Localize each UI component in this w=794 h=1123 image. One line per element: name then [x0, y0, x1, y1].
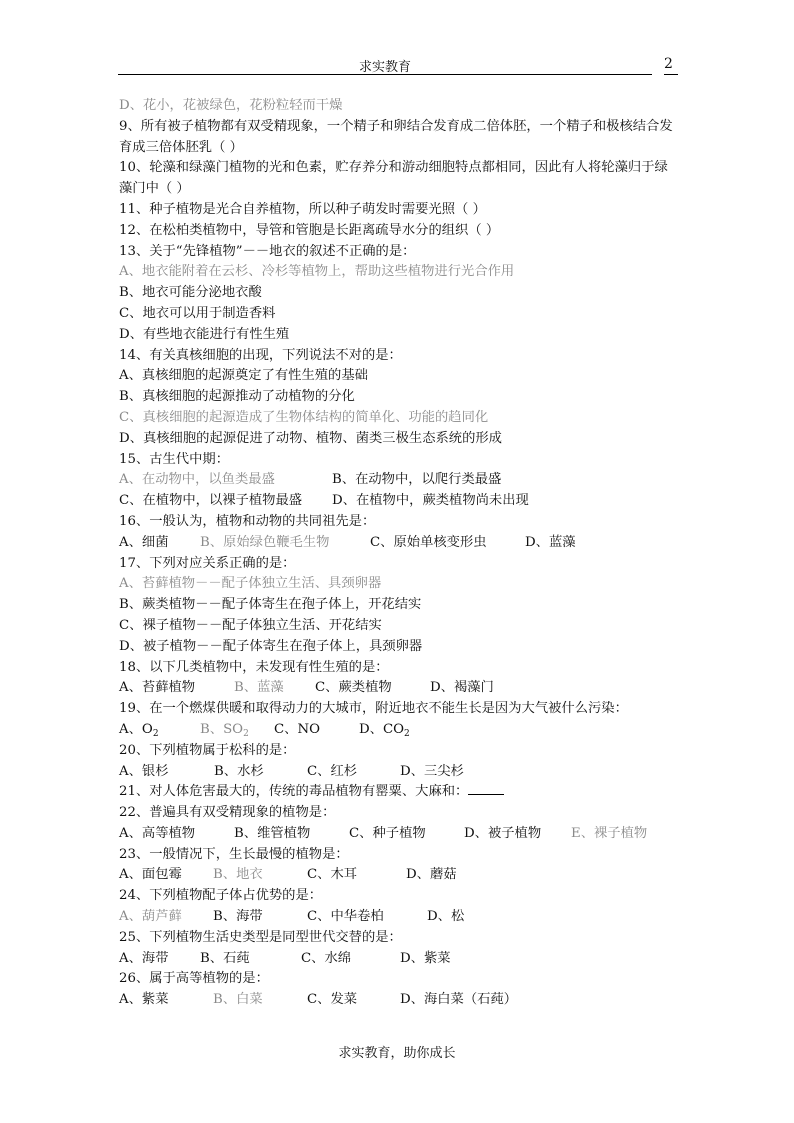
question-17-option-c: C、裸子植物－－配子体独立生活、开花结实 — [119, 617, 382, 633]
question-19-option-d — [359, 722, 410, 737]
header-rule — [118, 74, 652, 75]
question-22-option-e: E、裸子植物 — [571, 825, 648, 841]
question-23-option-a: A、面包霉 — [119, 867, 182, 883]
answer-blank — [468, 782, 504, 795]
question-10: 10、轮藻和绿藻门植物的光和色素，贮存养分和游动细胞特点都相同，因此有人将轮藻归于绿藻门中（ ） — [119, 160, 668, 197]
question-22-option-b: B、维管植物 — [234, 825, 311, 841]
question-18-option-b: B、蓝藻 — [234, 680, 284, 696]
question-22-option-d: D、被子植物 — [464, 825, 542, 841]
question-24: 24、下列植物配子体占优势的是： — [119, 888, 323, 904]
page-header: 求实教育 — [358, 60, 411, 75]
question-25-option-d: D、紫菜 — [400, 950, 451, 966]
question-20: 20、下列植物属于松科的是： — [119, 742, 296, 758]
question-17-option-b: B、蕨类植物－－配子体寄生在孢子体上，开花结实 — [119, 597, 422, 613]
page-number: 2 — [664, 56, 673, 72]
question-12: 12、在松柏类植物中，导管和管胞是长距离疏导水分的组织（ ） — [119, 222, 500, 238]
question-15: 15、古生代中期： — [119, 451, 229, 467]
question-22: 22、普遍具有双受精现象的植物是： — [119, 805, 336, 821]
question-25-option-a: A、海带 — [119, 950, 169, 966]
question-14-option-d: D、真核细胞的起源促进了动物、植物、菌类三极生态系统的形成 — [119, 430, 502, 446]
question-13-option-d: D、有些地衣能进行有性生殖 — [119, 326, 290, 342]
question-14: 14、有关真核细胞的出现，下列说法不对的是： — [119, 347, 402, 363]
question-26-option-c: C、发菜 — [307, 992, 358, 1008]
question-18-option-d: D、褐藻门 — [430, 680, 494, 696]
question-26-option-d: D、海白菜（石莼） — [400, 992, 518, 1008]
question-13-option-b: B、地衣可能分泌地衣酸 — [119, 285, 262, 301]
question-25-options — [119, 949, 679, 970]
question-14-option-b: B、真核细胞的起源推动了动植物的分化 — [119, 389, 355, 405]
question-15-options-cd — [119, 491, 679, 512]
question-24-options — [119, 907, 679, 928]
question-15-option-a: A、在动物中，以鱼类最盛 — [119, 472, 275, 488]
question-17-option-a: A、苔藓植物－－配子体独立生活、具颈卵器 — [119, 576, 382, 592]
question-14-option-a: A、真核细胞的起源奠定了有性生殖的基础 — [119, 368, 368, 384]
question-20-option-a: A、银杉 — [119, 763, 169, 779]
question-21 — [119, 782, 679, 803]
question-18-option-c: C、蕨类植物 — [315, 680, 392, 696]
question-25: 25、下列植物生活史类型是同型世代交替的是： — [119, 929, 402, 945]
subscript: 2 — [404, 728, 410, 739]
question-17-option-d: D、被子植物－－配子体寄生在孢子体上，具颈卵器 — [119, 638, 423, 654]
question-26-option-a: A、紫菜 — [119, 992, 169, 1008]
question-19-option-c: C、NO — [274, 721, 321, 737]
question-23-option-c: C、木耳 — [307, 867, 358, 883]
question-25-option-b: B、石莼 — [200, 950, 250, 966]
question-23: 23、一般情况下，生长最慢的植物是： — [119, 846, 349, 862]
question-16: 16、一般认为，植物和动物的共同祖先是： — [119, 513, 376, 529]
question-16-option-b: B、原始绿色鞭毛生物 — [200, 534, 330, 550]
question-22-option-a: A、高等植物 — [119, 825, 196, 841]
question-11: 11、种子植物是光合自养植物，所以种子萌发时需要光照（ ） — [119, 201, 486, 217]
question-24-option-b: B、海带 — [213, 909, 263, 925]
question-19-options — [119, 720, 679, 741]
question-21-text: 21、对人体危害最大的，传统的毒品植物有罂粟、大麻和： — [119, 784, 469, 800]
question-24-option-a: A、葫芦藓 — [119, 909, 182, 925]
question-23-option-b: B、地衣 — [213, 867, 263, 883]
question-24-option-c: C、中华卷柏 — [307, 909, 384, 925]
subscript: 2 — [152, 728, 159, 739]
question-19-option-a — [119, 720, 200, 741]
question-15-option-d: D、在植物中，蕨类植物尚未出现 — [332, 493, 529, 509]
question-15-option-b: B、在动物中，以爬行类最盛 — [332, 472, 502, 488]
option-a-text: A、O — [119, 721, 153, 737]
question-19-option-b — [200, 720, 274, 741]
question-16-option-c: C、原始单核变形虫 — [370, 534, 487, 550]
question-18: 18、以下几类植物中，未发现有性生殖的是： — [119, 659, 389, 675]
question-13-option-a: A、地衣能附着在云杉、冷杉等植物上，帮助这些植物进行光合作用 — [119, 264, 515, 280]
option-line: D、花小，花被绿色，花粉粒轻而干燥 — [119, 98, 343, 113]
question-9: 9、所有被子植物都有双受精现象，一个精子和卵结合发育成二倍体胚，一个精子和极核结合发育成三倍体胚乳（ ） — [119, 118, 673, 155]
question-16-options — [119, 533, 679, 554]
question-20-option-b: B、水杉 — [214, 763, 264, 779]
option-b-text: B、SO — [200, 721, 244, 737]
question-20-options — [119, 762, 679, 783]
question-18-options — [119, 678, 679, 699]
question-15-option-c: C、在植物中，以裸子植物最盛 — [119, 493, 303, 509]
document-body — [119, 96, 679, 1011]
question-16-option-d: D、蓝藻 — [525, 534, 576, 550]
question-19: 19、在一个燃煤供暖和取得动力的大城市，附近地衣不能生长是因为大气被什么污染： — [119, 701, 628, 717]
question-24-option-d: D、松 — [427, 909, 465, 925]
page-footer: 求实教育，助你成长 — [338, 1046, 456, 1061]
question-26-option-b: B、白菜 — [213, 992, 263, 1008]
page-number-rule — [664, 74, 678, 75]
subscript: 2 — [243, 728, 249, 739]
question-15-options-ab — [119, 470, 679, 491]
question-16-option-a: A、细菌 — [119, 534, 169, 550]
question-23-option-d: D、蘑菇 — [406, 867, 457, 883]
question-23-options — [119, 865, 679, 886]
question-13-option-c: C、地衣可以用于制造香料 — [119, 305, 276, 321]
question-14-option-c: C、真核细胞的起源造成了生物体结构的简单化、功能的趋同化 — [119, 409, 489, 425]
question-18-option-a: A、苔藓植物 — [119, 680, 196, 696]
question-20-option-c: C、红杉 — [307, 763, 358, 779]
question-25-option-c: C、水绵 — [301, 950, 352, 966]
question-26-options — [119, 990, 679, 1011]
question-13: 13、关于“先锋植物”－－地衣的叙述不正确的是： — [119, 243, 416, 259]
question-22-option-c: C、种子植物 — [349, 825, 426, 841]
question-20-option-d: D、三尖杉 — [400, 763, 464, 779]
question-26: 26、属于高等植物的是： — [119, 971, 269, 987]
question-22-options — [119, 824, 679, 845]
question-17: 17、下列对应关系正确的是： — [119, 555, 296, 571]
option-d-text: D、CO — [359, 721, 405, 737]
